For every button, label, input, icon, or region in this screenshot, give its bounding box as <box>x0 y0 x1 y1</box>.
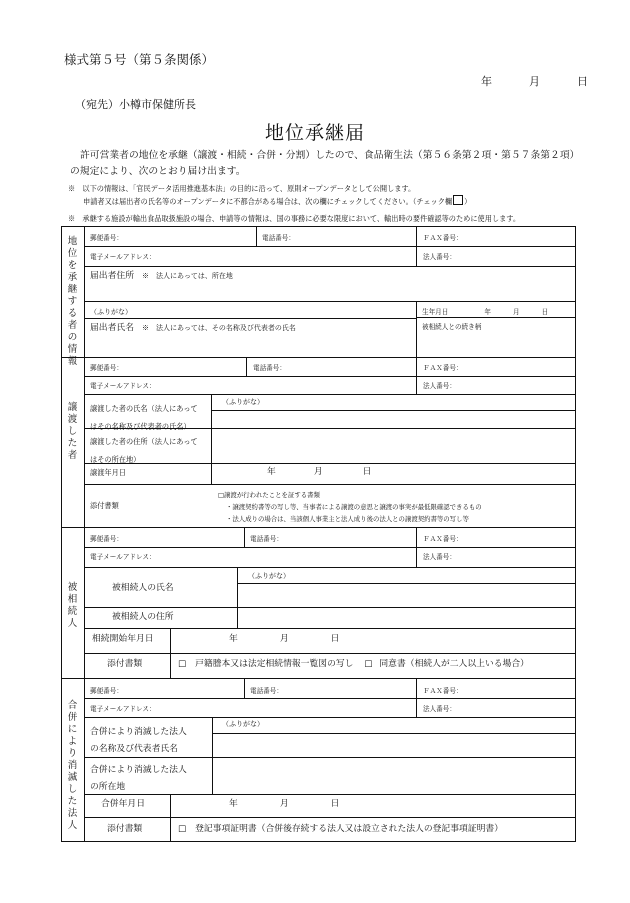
successor-phone-label: 電話番号： <box>262 234 295 242</box>
transferor-name-label: 譲渡した者の氏名（法人にあって はその名称及び代表者の氏名） <box>90 404 198 431</box>
decedent-doc1-checkbox[interactable]: □ <box>178 659 187 669</box>
decedent-doc1: 戸籍謄本又は法定相続情報一覧図の写し <box>195 659 354 669</box>
transferor-doc-title: □譲渡が行われたことを証する書類 <box>218 491 320 499</box>
decedent-doc2-checkbox[interactable]: □ <box>364 659 373 669</box>
open-data-note-line1: ※ 以下の情報は、「官民データ活用推進基本法」の目的に沿って、原則オープンデータとして公開します。 <box>68 184 416 193</box>
header-month: 月 <box>529 75 540 88</box>
header-day: 日 <box>577 75 588 88</box>
intro-text: 許可営業者の地位を承継（譲渡・相続・合併・分割）したので、食品衛生法（第５６条第２項・第５７条第２項）の規定により、次のとおり届け出ます。 <box>70 150 575 177</box>
merger-doc1: 登記事項証明書（合併後存続する法人又は設立された法人の登記事項証明書） <box>195 824 504 834</box>
transferor-address-label: 譲渡した者の住所（法人にあって はその所在地） <box>90 437 198 464</box>
open-data-checkbox[interactable] <box>453 195 463 205</box>
transferor-doc-item1: ・譲渡契約書等の写し等、当事者による譲渡の意思と譲渡の事実が最低限確認できるもの <box>226 503 482 511</box>
open-data-note <box>68 183 578 208</box>
decedent-furigana-label: （ふりがな） <box>248 572 290 580</box>
merger-furigana-label: （ふりがな） <box>222 720 264 728</box>
page-title: 地位承継届 <box>264 122 365 144</box>
decedent-doc2: 同意書（相続人が二人以上いる場合） <box>379 659 529 669</box>
decedent-start-date: 年 月 日 <box>229 634 340 644</box>
merger-address-label: 合併により消滅した法人 の所在地 <box>90 765 187 792</box>
successor-side-label: 地位を承継する者の情報 <box>67 236 78 367</box>
addressee: （宛先）小樽市保健所長 <box>75 98 196 111</box>
successor-relation-label: 被相続人との続き柄 <box>422 323 482 331</box>
decedent-side-label: 被相続人 <box>67 582 78 629</box>
merger-email-label: 電子メールアドレス： <box>90 705 156 713</box>
merger-corp-label: 法人番号： <box>423 705 456 713</box>
successor-birth: 生年月日 年 月 日 <box>422 308 549 316</box>
transferor-email-label: 電子メールアドレス： <box>90 382 156 390</box>
export-note: ※ 承継する施設が輸出食品取扱施設の場合、申請等の情報は、国の事務に必要な限度において、輸出時の要件確認等のために使用します。 <box>68 214 521 223</box>
header-date <box>481 73 588 89</box>
merger-phone-label: 電話番号： <box>250 687 283 695</box>
successor-furigana-label: （ふりがな） <box>90 308 132 316</box>
decedent-email-label: 電子メールアドレス： <box>90 553 156 561</box>
successor-name-label: 届出者氏名 ※ 法人にあっては、その名称及び代表者の氏名 <box>90 323 296 333</box>
decedent-fax-label: ＦＡＸ番号： <box>423 535 463 543</box>
successor-email-label: 電子メールアドレス： <box>90 253 156 261</box>
header-year: 年 <box>481 75 492 88</box>
decedent-attachments-label: 添付書類 <box>107 659 143 669</box>
transferor-corp-label: 法人番号： <box>423 382 456 390</box>
successor-postal-label: 郵便番号： <box>90 234 123 242</box>
open-data-note-line2: 申請者又は届出者の氏名等のオープンデータに不都合がある場合は、次の欄にチェックしてください。（チェック欄 <box>83 197 453 206</box>
transferor-date-label: 譲渡年月日 <box>90 468 126 477</box>
merger-attachments-label: 添付書類 <box>107 824 143 834</box>
merger-postal-label: 郵便番号： <box>90 687 123 695</box>
successor-corp-label: 法人番号： <box>423 253 456 261</box>
merger-side-label: 合併により消滅した法人 <box>67 700 78 831</box>
transferor-postal-label: 郵便番号： <box>90 364 123 372</box>
transferor-documents <box>218 489 482 525</box>
successor-fax-label: ＦＡＸ番号： <box>423 234 463 242</box>
decedent-postal-label: 郵便番号： <box>90 535 123 543</box>
decedent-phone-label: 電話番号： <box>250 535 283 543</box>
transferor-fax-label: ＦＡＸ番号： <box>423 364 463 372</box>
decedent-corp-label: 法人番号： <box>423 553 456 561</box>
decedent-start-label: 相続開始年月日 <box>92 634 154 644</box>
form-number: 様式第５号（第５条関係） <box>64 52 215 67</box>
transferor-date: 年 月 日 <box>267 467 372 477</box>
merger-doc1-checkbox[interactable]: □ <box>178 824 187 834</box>
merger-date: 年 月 日 <box>229 799 340 809</box>
merger-name-label: 合併により消滅した法人 の名称及び代表者氏名 <box>90 727 187 754</box>
merger-date-label: 合併年月日 <box>101 799 145 809</box>
merger-fax-label: ＦＡＸ番号： <box>423 687 463 695</box>
successor-address-label: 届出者住所 ※ 法人にあっては、所在地 <box>90 271 233 281</box>
transferor-phone-label: 電話番号： <box>253 364 286 372</box>
open-data-note-close: ） <box>464 197 472 206</box>
transferor-side-label: 譲渡した者 <box>67 402 78 461</box>
transferor-attachments-label: 添付書類 <box>90 501 119 510</box>
decedent-documents <box>178 659 529 670</box>
decedent-name-label: 被相続人の氏名 <box>112 583 174 593</box>
transferor-furigana-label: （ふりがな） <box>222 398 264 406</box>
decedent-address-label: 被相続人の住所 <box>112 612 174 622</box>
transferor-doc-item2: ・法人成りの場合は、当該個人事業主と法人成り後の法人との譲渡契約書等の写し等 <box>226 515 469 523</box>
merger-documents <box>178 824 503 835</box>
